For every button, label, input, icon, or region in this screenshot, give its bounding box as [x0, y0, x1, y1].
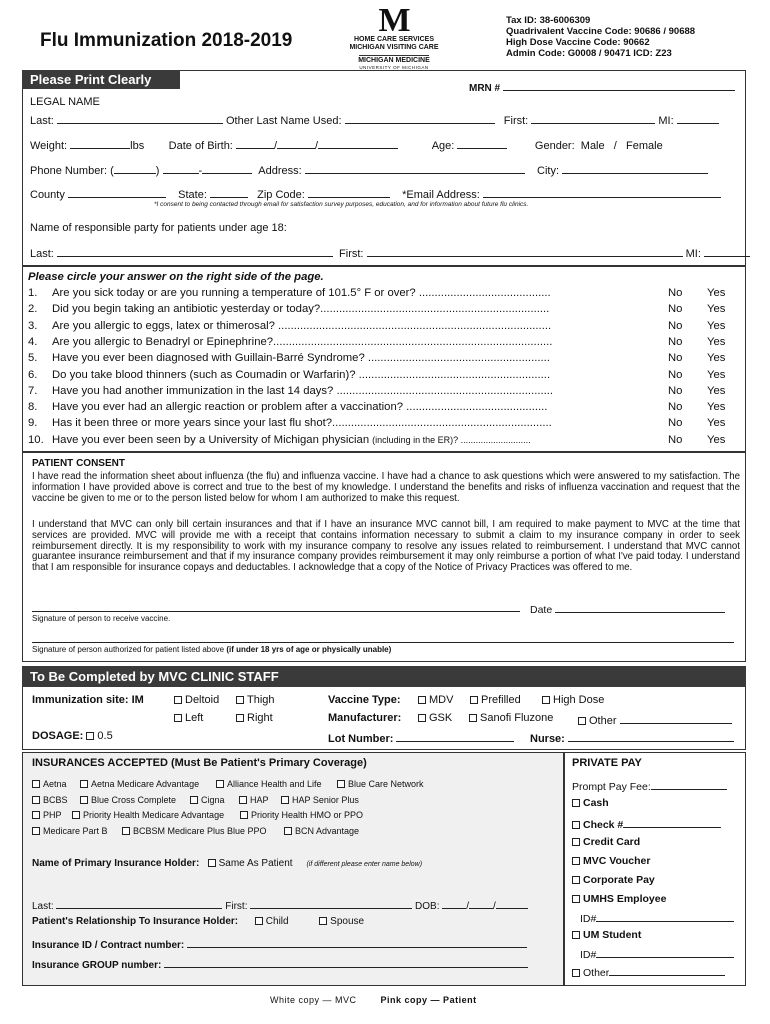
ins-bcn-advantage[interactable]: BCN Advantage	[284, 826, 359, 836]
answer-no[interactable]: No	[668, 352, 683, 365]
umhs-id[interactable]: ID#	[580, 910, 734, 925]
priority-hmo-checkbox[interactable]	[240, 811, 248, 819]
question-row	[28, 434, 664, 446]
block-m-logo: M	[378, 2, 410, 39]
org-line-2: MICHIGAN VISITING CARE	[349, 44, 439, 51]
responsible-party-label: Name of responsible party for patients under age 18:	[30, 222, 287, 234]
org-line-3: MICHIGAN MEDICINE	[358, 57, 430, 64]
insurance-group-input[interactable]	[164, 956, 528, 968]
email-consent-note: *I consent to being contacted through email for satisfaction survey purposes, education, and for information about future flu clinics.	[154, 201, 529, 208]
ins-bcn[interactable]: Blue Care Network	[337, 779, 424, 789]
org-line-4: UNIVERSITY OF MICHIGAN	[359, 65, 429, 70]
holder-first-input[interactable]	[250, 897, 412, 909]
gsk-checkbox[interactable]	[418, 714, 426, 722]
lot-number-field[interactable]: Lot Number:	[328, 730, 514, 745]
zip-input[interactable]	[308, 186, 390, 198]
site-thigh[interactable]: Thigh	[236, 694, 275, 706]
same-as-patient-checkbox[interactable]	[208, 859, 216, 867]
answer-yes[interactable]: Yes	[707, 368, 726, 381]
ins-priority-hmo[interactable]: Priority Health HMO or PPO	[240, 810, 363, 820]
other-pay-checkbox[interactable]	[572, 969, 580, 977]
holder-name-row: Last: First: DOB: / /	[32, 897, 528, 912]
answer-no[interactable]: No	[668, 287, 683, 299]
email-input[interactable]	[483, 186, 721, 198]
legal-name-row: Last: Other Last Name Used: First: MI:	[30, 112, 719, 127]
vaccine-type-label: Vaccine Type:	[328, 694, 401, 706]
holder-dob-day-input[interactable]	[469, 897, 493, 909]
bcn-checkbox[interactable]	[337, 780, 345, 788]
prompt-pay-fee[interactable]: Prompt Pay Fee:	[572, 778, 727, 793]
answer-no[interactable]: No	[668, 335, 683, 348]
legal-name-label: LEGAL NAME	[30, 96, 100, 108]
pay-mvc-voucher[interactable]: MVC Voucher	[572, 855, 650, 867]
child-checkbox[interactable]	[255, 917, 263, 925]
ins-hap-senior[interactable]: HAP Senior Plus	[281, 795, 359, 805]
site-deltoid[interactable]: Deltoid	[174, 694, 219, 706]
vaccine-prefilled[interactable]: Prefilled	[470, 694, 521, 706]
ins-cigna[interactable]: Cigna	[190, 795, 225, 805]
question-subtext: (including in the ER)? ............................	[372, 434, 531, 445]
um-logo	[340, 2, 448, 71]
primary-holder-row: Name of Primary Insurance Holder: Same As Patient (if different please enter name below)	[32, 858, 423, 869]
php-checkbox[interactable]	[32, 811, 40, 819]
private-pay-heading: PRIVATE PAY	[572, 757, 642, 769]
question-text: Are you allergic to Benadryl or Epinephrine?.........................................................................................	[52, 335, 553, 348]
insurance-group-row: Insurance GROUP number:	[32, 956, 528, 971]
ins-php[interactable]: PHP	[32, 810, 62, 820]
phone-line-input[interactable]	[202, 162, 252, 174]
ins-aetna-medicare[interactable]: Aetna Medicare Advantage	[80, 779, 199, 789]
answer-no[interactable]: No	[668, 417, 683, 430]
mrn-label: MRN #	[469, 83, 501, 94]
question-row	[28, 417, 664, 429]
um-student-checkbox[interactable]	[572, 931, 580, 939]
answer-yes[interactable]: Yes	[707, 433, 726, 446]
insurance-id-input[interactable]	[187, 936, 527, 948]
dob-year-input[interactable]	[318, 137, 398, 149]
age-input[interactable]	[457, 137, 507, 149]
tax-id: Tax ID: 38-6006309	[506, 15, 591, 26]
right-checkbox[interactable]	[236, 714, 244, 722]
answer-yes[interactable]: Yes	[707, 335, 726, 348]
org-line-1: HOME CARE SERVICES	[354, 36, 434, 43]
pay-umhs-employee[interactable]: UMHS Employee	[572, 893, 666, 905]
pay-um-student[interactable]: UM Student	[572, 929, 641, 941]
mrn-field[interactable]	[469, 79, 735, 94]
prefilled-checkbox[interactable]	[470, 696, 478, 704]
answer-yes[interactable]: Yes	[707, 287, 726, 299]
nurse-field[interactable]: Nurse:	[530, 730, 734, 745]
question-row	[28, 385, 664, 397]
question-number: 8.	[28, 401, 38, 414]
check-checkbox[interactable]	[572, 821, 580, 829]
other-last-name-input[interactable]	[345, 112, 495, 124]
phone-area-input[interactable]	[114, 162, 156, 174]
question-text: Have you ever been diagnosed with Guillain-Barré Syndrome? ..........................................................	[52, 352, 550, 365]
site-left[interactable]: Left	[174, 712, 203, 724]
question-number: 3.	[28, 319, 38, 332]
last-name-input[interactable]	[57, 112, 223, 124]
question-text: Has it been three or more years since your last flu shot?......................................................................	[52, 417, 552, 430]
holder-dob-year-input[interactable]	[496, 897, 528, 909]
relationship-row: Patient's Relationship To Insurance Holder: Child Spouse	[32, 916, 365, 927]
manufacturer-other[interactable]: Other	[578, 712, 732, 727]
state-input[interactable]	[210, 186, 248, 198]
question-number: 1.	[28, 287, 38, 299]
pink-copy-label: Pink copy — Patient	[380, 995, 477, 1005]
quad-vaccine-code: Quadrivalent Vaccine Code: 90686 / 90688	[506, 26, 696, 37]
nurse-input[interactable]	[568, 730, 734, 742]
dosage-checkbox[interactable]	[86, 732, 94, 740]
voucher-checkbox[interactable]	[572, 857, 580, 865]
question-number: 10.	[28, 433, 44, 446]
footer-copies	[270, 995, 477, 1005]
contact-row: Phone Number: ( ) - Address: City:	[30, 162, 708, 177]
demographics-row: Weight: lbs Date of Birth: / / Age: Gender: Male / Female	[30, 137, 663, 152]
city-input[interactable]	[562, 162, 708, 174]
ins-hap[interactable]: HAP	[239, 795, 269, 805]
ins-blue-cross-complete[interactable]: Blue Cross Complete	[80, 795, 176, 805]
answer-no[interactable]: No	[668, 433, 683, 446]
dosage-field: DOSAGE: 0.5	[32, 730, 113, 742]
answer-yes[interactable]: Yes	[707, 384, 726, 397]
bcn-advantage-checkbox[interactable]	[284, 827, 292, 835]
admin-code: Admin Code: G0008 / 90471 ICD: Z23	[506, 48, 672, 59]
manufacturer-gsk[interactable]: GSK	[418, 712, 452, 724]
questions-heading: Please circle your answer on the right side of the page.	[28, 271, 324, 283]
billing-codes	[506, 15, 695, 59]
pay-cash[interactable]: Cash	[572, 797, 609, 809]
answer-no[interactable]: No	[668, 303, 683, 316]
medicare-b-checkbox[interactable]	[32, 827, 40, 835]
ins-aetna[interactable]: Aetna	[32, 779, 67, 789]
question-text: Did you begin taking an antibiotic yesterday or today?.........................................................................	[52, 303, 550, 316]
answer-no[interactable]: No	[668, 401, 683, 414]
question-text: Are you sick today or are you running a temperature of 101.5° F or over? ..........................................	[52, 287, 551, 299]
ins-bcbs[interactable]: BCBS	[32, 795, 68, 805]
bcbs-checkbox[interactable]	[32, 796, 40, 804]
answer-yes[interactable]: Yes	[707, 303, 726, 316]
priority-medicare-checkbox[interactable]	[72, 811, 80, 819]
question-number: 4.	[28, 335, 38, 348]
question-number: 2.	[28, 303, 38, 316]
question-text: Are you allergic to eggs, latex or thimerosal? .......................................................................................	[52, 319, 552, 332]
cash-checkbox[interactable]	[572, 799, 580, 807]
um-student-id[interactable]: ID#	[580, 946, 734, 961]
answer-yes[interactable]: Yes	[707, 352, 726, 365]
gender-female-option[interactable]: Female	[626, 140, 663, 152]
signature-line-2[interactable]	[32, 642, 734, 643]
aetna-medicare-checkbox[interactable]	[80, 780, 88, 788]
phone-prefix-input[interactable]	[163, 162, 199, 174]
alliance-checkbox[interactable]	[216, 780, 224, 788]
pay-credit-card[interactable]: Credit Card	[572, 836, 640, 848]
answer-yes[interactable]: Yes	[707, 319, 726, 332]
sanofi-checkbox[interactable]	[469, 714, 477, 722]
bcbsm-medicare-checkbox[interactable]	[122, 827, 130, 835]
holder-dob-month-input[interactable]	[442, 897, 466, 909]
mdv-checkbox[interactable]	[418, 696, 426, 704]
vaccine-high-dose[interactable]: High Dose	[542, 694, 604, 706]
address-input[interactable]	[305, 162, 525, 174]
question-number: 7.	[28, 384, 38, 397]
question-row	[28, 352, 664, 364]
responsible-first-input[interactable]	[367, 245, 683, 257]
blue-cross-complete-checkbox[interactable]	[80, 796, 88, 804]
high-dose-code: High Dose Vaccine Code: 90662	[506, 37, 650, 48]
dob-month-input[interactable]	[236, 137, 274, 149]
answer-no[interactable]: No	[668, 368, 683, 381]
question-text: Have you ever had an allergic reaction or problem after a vaccination? .............................................	[52, 401, 548, 414]
responsible-last-input[interactable]	[57, 245, 333, 257]
ins-bcbsm-medicare[interactable]: BCBSM Medicare Plus Blue PPO	[122, 826, 267, 836]
vaccine-mdv[interactable]: MDV	[418, 694, 453, 706]
mi-input[interactable]	[677, 112, 719, 124]
answer-yes[interactable]: Yes	[707, 417, 726, 430]
form-title: Flu Immunization 2018-2019	[40, 30, 293, 51]
signature-caption-1: Signature of person to receive vaccine.	[32, 614, 171, 623]
white-copy-label: White copy — MVC	[270, 995, 357, 1005]
ins-alliance[interactable]: Alliance Health and Life	[216, 779, 322, 789]
thigh-checkbox[interactable]	[236, 696, 244, 704]
holder-last-input[interactable]	[56, 897, 222, 909]
question-row	[28, 336, 664, 348]
manufacturer-sanofi[interactable]: Sanofi Fluzone	[469, 712, 553, 724]
question-text: Have you had another immunization in the last 14 days? .....................................................................	[52, 384, 554, 397]
pay-corporate[interactable]: Corporate Pay	[572, 874, 655, 886]
manufacturer-label: Manufacturer:	[328, 712, 402, 724]
hap-senior-checkbox[interactable]	[281, 796, 289, 804]
date-label: Date	[530, 604, 553, 616]
weight-input[interactable]	[70, 137, 130, 149]
left-checkbox[interactable]	[174, 714, 182, 722]
question-row	[28, 401, 664, 413]
dob-day-input[interactable]	[277, 137, 315, 149]
umhs-checkbox[interactable]	[572, 895, 580, 903]
question-row	[28, 369, 664, 381]
first-name-input[interactable]	[531, 112, 655, 124]
answer-yes[interactable]: Yes	[707, 401, 726, 414]
date-field[interactable]	[530, 601, 725, 616]
question-number: 9.	[28, 417, 38, 430]
corporate-checkbox[interactable]	[572, 876, 580, 884]
consent-paragraph-2: I understand that MVC can only bill certain insurances and that if I have an insurance MVC cannot bill, I am required to make payment to MVC at the time that services are provided. MVC will provide me with a receipt that contains information necessary to submit a claim to my insurance company in order to seek reimbursement directly. It is my responsibility to work with my insurance company to resolve any issues related to reimbursement. I understand that MVC cannot guarantee insurance reimbursement and that if my insurance company provides reimbursement it may only reimburse a portion of what I've paid today. I understand that I am responsible for insurance copays and deductables. I acknowledge that a copy of the Notice of Privacy Practices was offered to me.	[32, 519, 740, 574]
question-row	[28, 287, 664, 299]
responsible-mi-input[interactable]	[704, 245, 750, 257]
high-dose-checkbox[interactable]	[542, 696, 550, 704]
question-row	[28, 303, 664, 315]
site-right[interactable]: Right	[236, 712, 273, 724]
responsible-party-row: Last: First: MI:	[30, 245, 750, 260]
question-number: 6.	[28, 368, 38, 381]
county-input[interactable]	[68, 186, 166, 198]
answer-no[interactable]: No	[668, 319, 683, 332]
aetna-checkbox[interactable]	[32, 780, 40, 788]
consent-heading: PATIENT CONSENT	[32, 458, 125, 469]
question-text: Do you take blood thinners (such as Coumadin or Warfarin)? .............................................................	[52, 368, 551, 381]
insurance-heading: INSURANCES ACCEPTED (Must Be Patient's Primary Coverage)	[32, 757, 367, 769]
hap-checkbox[interactable]	[239, 796, 247, 804]
answer-no[interactable]: No	[668, 384, 683, 397]
insurance-id-row: Insurance ID / Contract number:	[32, 936, 527, 951]
signature-line-1[interactable]	[32, 611, 520, 612]
credit-card-checkbox[interactable]	[572, 838, 580, 846]
signature-caption-2: Signature of person authorized for patient listed above (if under 18 yrs of age or physically unable)	[32, 645, 392, 654]
pay-other[interactable]: Other	[572, 964, 725, 979]
gender-male-option[interactable]: Male	[580, 140, 605, 152]
deltoid-checkbox[interactable]	[174, 696, 182, 704]
question-row	[28, 320, 664, 332]
please-print-tab: Please Print Clearly	[22, 70, 180, 89]
question-number: 5.	[28, 352, 38, 365]
question-text: Have you ever been seen by a University of Michigan physician	[52, 433, 370, 446]
ins-medicare-b[interactable]: Medicare Part B	[32, 826, 108, 836]
cigna-checkbox[interactable]	[190, 796, 198, 804]
spouse-checkbox[interactable]	[319, 917, 327, 925]
other-manufacturer-checkbox[interactable]	[578, 717, 586, 725]
staff-tab: To Be Completed by MVC CLINIC STAFF	[22, 666, 746, 687]
location-row: County State: Zip Code: *Email Address:	[30, 186, 721, 201]
consent-paragraph-1: I have read the information sheet about influenza (the flu) and influenza vaccine. I have had a chance to ask questions which were answered to my satisfaction. The information I have provided above is correct and true to the best of my knowledge. I understand the benefits and risks of influenza vaccination and request that the vaccine be given to me or to the person listed below for whom I am authorized to make this request.	[32, 471, 740, 504]
ins-priority-medicare[interactable]: Priority Health Medicare Advantage	[72, 810, 224, 820]
immunization-site-label: Immunization site: IM	[32, 694, 144, 706]
lot-number-input[interactable]	[396, 730, 514, 742]
pay-check[interactable]: Check #	[572, 816, 721, 831]
